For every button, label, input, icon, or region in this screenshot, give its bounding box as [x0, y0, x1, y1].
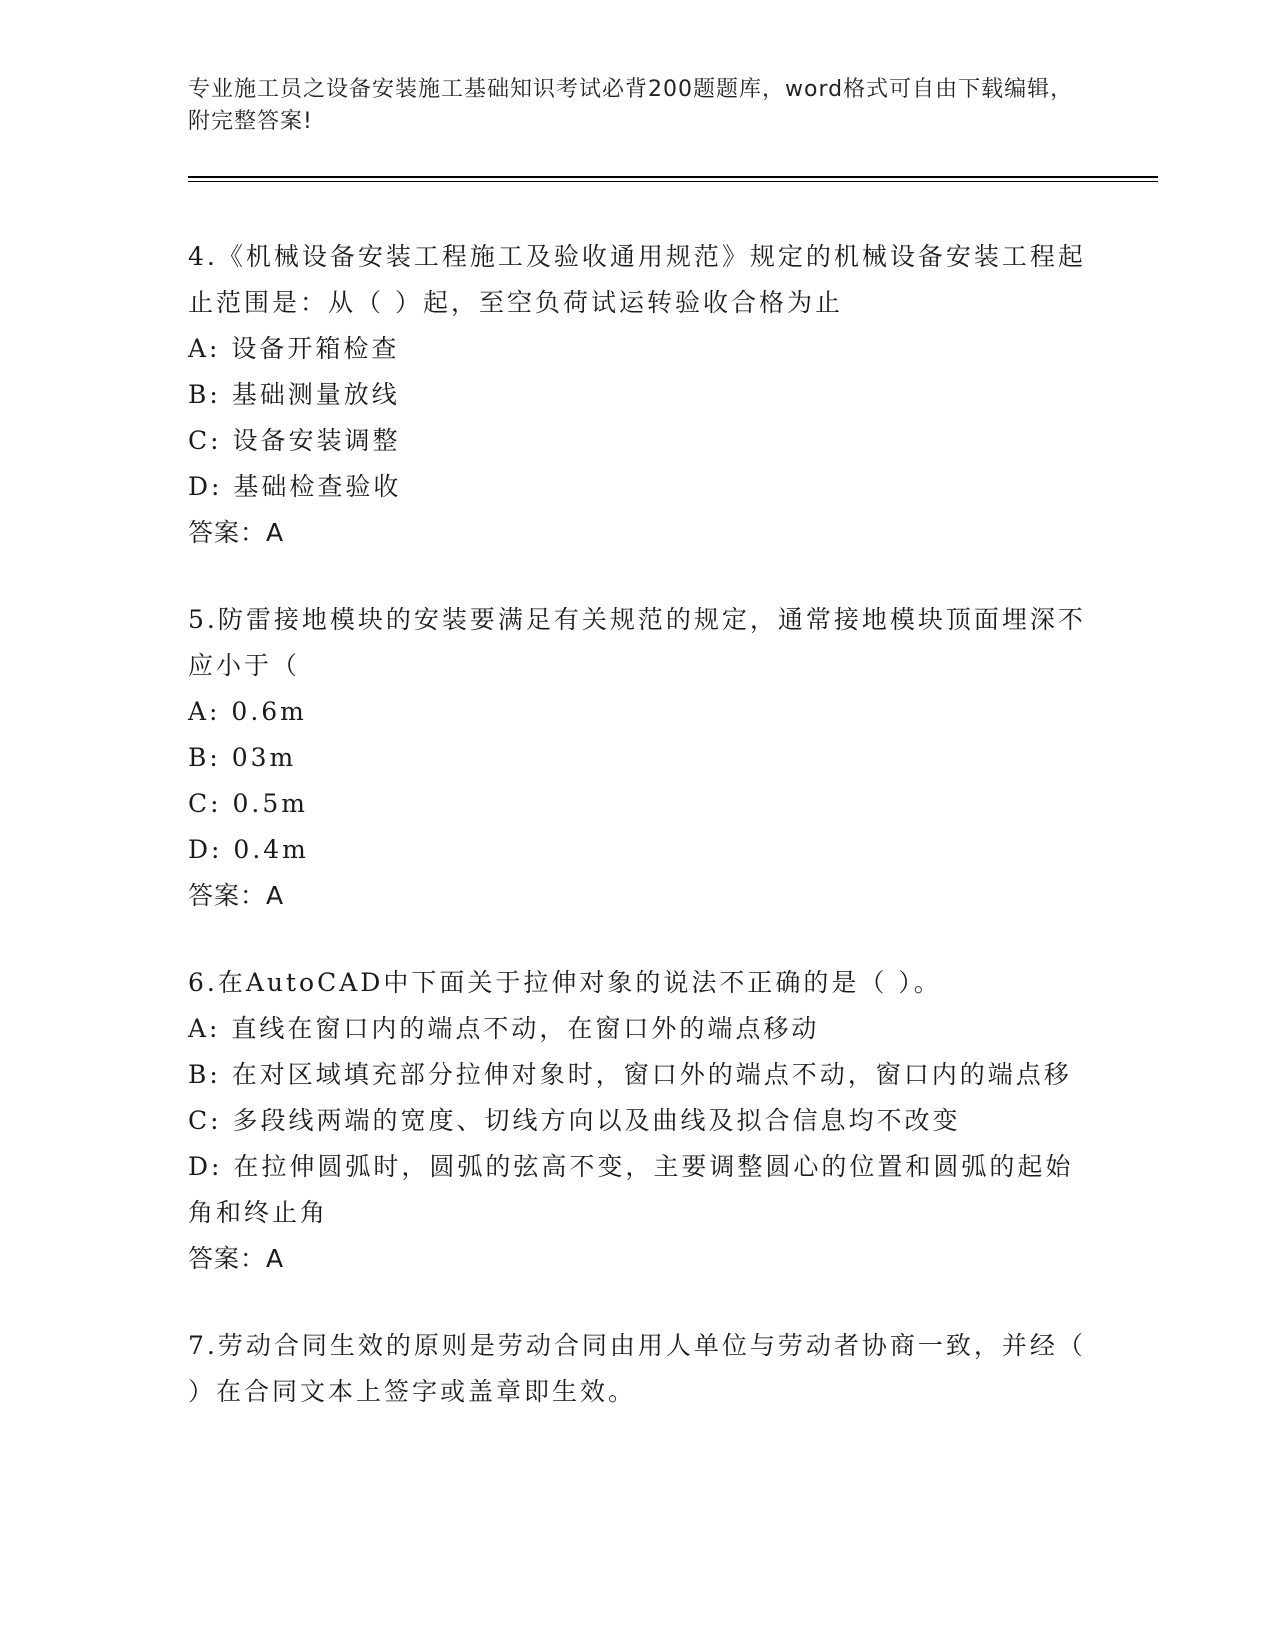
- question-item: [188, 960, 1088, 1282]
- question-stem: 4.《机械设备安装工程施工及验收通用规范》规定的机械设备安装工程起止范围是：从（ ）起，至空负荷试运转验收合格为止: [188, 242, 1086, 317]
- option-c: C: 设备安装调整: [188, 426, 401, 455]
- question-list: [188, 234, 1088, 1456]
- option-b: B: 03m: [188, 743, 297, 772]
- question-stem: 7.劳动合同生效的原则是劳动合同由用人单位与劳动者协商一致，并经（ ）在合同文本上签字或盖章即生效。: [188, 1331, 1086, 1406]
- question-item: [188, 234, 1088, 556]
- option-c: C: 0.5m: [188, 789, 308, 818]
- option-b: B: 基础测量放线: [188, 380, 400, 409]
- question-item: [188, 1323, 1088, 1415]
- option-c: C: 多段线两端的宽度、切线方向以及曲线及拟合信息均不改变: [188, 1106, 961, 1135]
- option-b: B: 在对区域填充部分拉伸对象时，窗口外的端点不动，窗口内的端点移: [188, 1060, 1072, 1089]
- option-d: D: 基础检查验收: [188, 472, 402, 501]
- document-header: 专业施工员之设备安装施工基础知识考试必背200题题库，word格式可自由下载编辑，附完整答案!: [188, 77, 1074, 134]
- option-a: A: 直线在窗口内的端点不动，在窗口外的端点移动: [188, 1014, 820, 1043]
- answer-line: 答案：A: [188, 881, 285, 910]
- question-stem: 5.防雷接地模块的安装要满足有关规范的规定，通常接地模块顶面埋深不应小于（: [188, 605, 1086, 680]
- answer-line: 答案：A: [188, 1244, 285, 1273]
- option-d: D: 0.4m: [188, 835, 309, 864]
- question-stem: 6.在AutoCAD中下面关于拉伸对象的说法不正确的是（ ）。: [188, 968, 942, 997]
- header-divider-thick: [188, 176, 1158, 178]
- question-item: [188, 597, 1088, 919]
- header-divider-thin: [188, 181, 1158, 182]
- answer-line: 答案：A: [188, 518, 285, 547]
- option-a: A: 0.6m: [188, 697, 307, 726]
- option-a: A: 设备开箱检查: [188, 334, 400, 363]
- option-d: D: 在拉伸圆弧时，圆弧的弦高不变，主要调整圆心的位置和圆弧的起始角和终止角: [188, 1152, 1074, 1227]
